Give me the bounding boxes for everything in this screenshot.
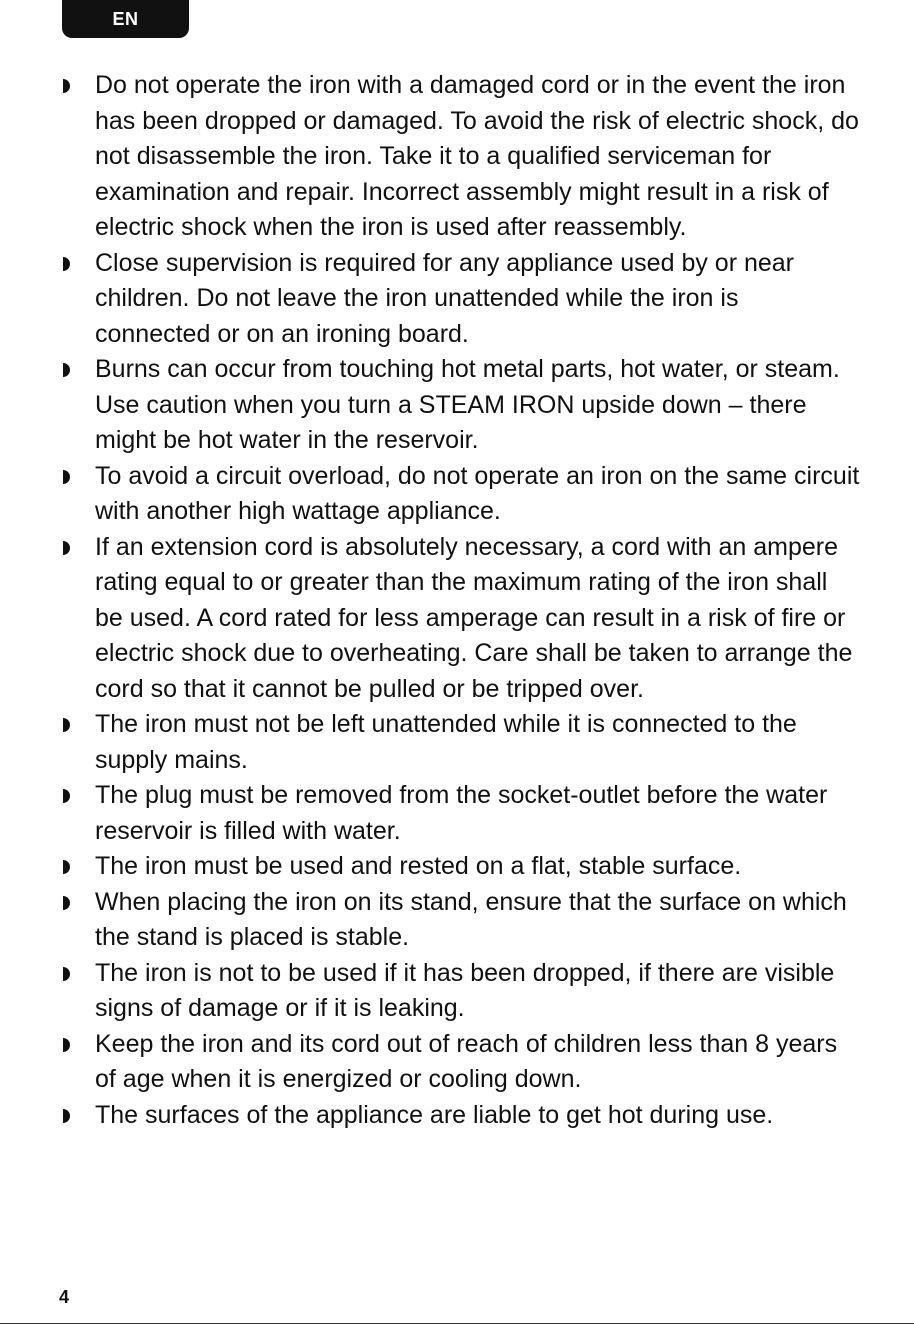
list-item-text: Burns can occur from touching hot metal parts, hot water, or steam. Use caution when you turn a STEAM IRON upside down – there might be hot water in the reservoir.	[95, 355, 840, 454]
bullet-icon	[63, 363, 70, 377]
list-item	[60, 68, 860, 246]
list-item	[60, 459, 860, 530]
list-item	[60, 778, 860, 849]
list-item	[60, 1098, 860, 1134]
list-item-text: The iron must not be left unattended while it is connected to the supply mains.	[95, 710, 797, 774]
list-item-text: When placing the iron on its stand, ensure that the surface on which the stand is placed is stable.	[95, 887, 847, 951]
bullet-icon	[63, 257, 70, 271]
safety-instructions-list	[60, 68, 860, 1133]
list-item	[60, 885, 860, 956]
list-item	[60, 707, 860, 778]
bullet-icon	[63, 718, 70, 732]
list-item	[60, 352, 860, 459]
list-item-text: The iron must be used and rested on a flat, stable surface.	[95, 852, 742, 880]
bullet-icon	[63, 470, 70, 484]
list-item	[60, 956, 860, 1027]
bullet-icon	[63, 896, 70, 910]
list-item-text: The iron is not to be used if it has been dropped, if there are visible signs of damage or if it is leaking.	[95, 958, 835, 1022]
bullet-icon	[63, 967, 70, 981]
list-item-text: Do not operate the iron with a damaged cord or in the event the iron has been dropped or damaged. To avoid the risk of electric shock, do not disassemble the iron. Take it to a qualified serviceman for examination and repair. Incorrect assembly might result in a risk of electric shock when the iron is used after reassembly.	[95, 71, 859, 241]
list-item-text: If an extension cord is absolutely necessary, a cord with an ampere rating equal to or greater than the maximum rating of the iron shall be used. A cord rated for less amperage can result in a risk of fire or electric shock due to overheating. Care shall be taken to arrange the cord so that it cannot be pulled or be tripped over.	[95, 532, 853, 703]
list-item-text: The plug must be removed from the socket-outlet before the water reservoir is filled with water.	[95, 781, 828, 845]
bullet-icon	[63, 79, 70, 93]
bullet-icon	[63, 1109, 70, 1123]
bullet-icon	[63, 1038, 70, 1052]
list-item	[60, 849, 860, 885]
list-item	[60, 246, 860, 353]
list-item-text: Close supervision is required for any appliance used by or near children. Do not leave the iron unattended while the iron is connected or on an ironing board.	[95, 248, 794, 348]
list-item-text: The surfaces of the appliance are liable to get hot during use.	[95, 1100, 774, 1129]
bullet-icon	[63, 789, 70, 803]
list-item	[60, 530, 860, 708]
list-item-text: To avoid a circuit overload, do not operate an iron on the same circuit with another high wattage appliance.	[95, 461, 860, 525]
language-tab: EN	[62, 0, 189, 38]
list-item	[60, 1027, 860, 1098]
page-number: 4	[59, 1287, 70, 1307]
bullet-icon	[63, 860, 70, 874]
bullet-icon	[63, 541, 70, 555]
list-item-text: Keep the iron and its cord out of reach of children less than 8 years of age when it is energized or cooling down.	[95, 1029, 838, 1093]
